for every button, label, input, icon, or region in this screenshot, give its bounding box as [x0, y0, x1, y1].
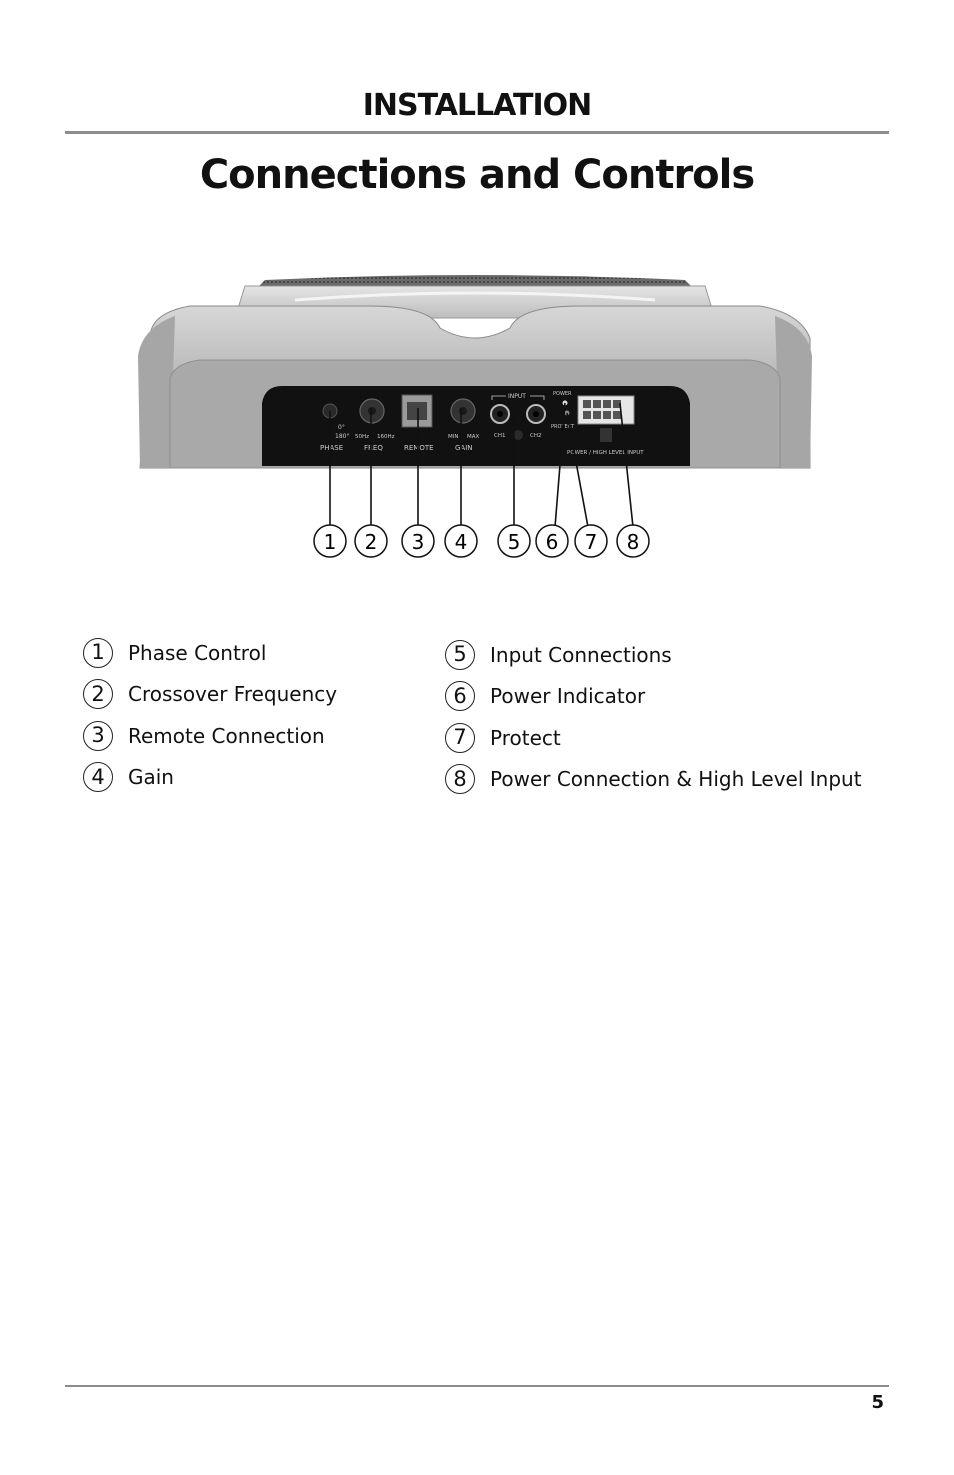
- svg-text:REMOTE: REMOTE: [404, 444, 434, 452]
- legend-label: Power Connection & High Level Input: [490, 767, 862, 792]
- svg-text:PHASE: PHASE: [320, 444, 344, 452]
- page-title: Connections and Controls: [199, 152, 755, 198]
- callout-number-1: 1: [323, 530, 337, 554]
- legend-number: 1: [83, 638, 113, 668]
- callout-number-8: 8: [626, 530, 640, 554]
- svg-text:PROTECT: PROTECT: [551, 424, 575, 430]
- section-title: INSTALLATION: [362, 88, 592, 123]
- svg-text:CH1: CH1: [494, 433, 506, 439]
- callout-number-5: 5: [507, 530, 521, 554]
- svg-text:160Hz: 160Hz: [377, 434, 395, 440]
- page-number: 5: [871, 1392, 884, 1413]
- svg-text:INPUT: INPUT: [508, 393, 526, 400]
- legend-item: [83, 674, 337, 716]
- legend-item: [445, 717, 862, 759]
- legend-number: 6: [445, 681, 475, 711]
- legend-number: 4: [83, 762, 113, 792]
- legend-label: Remote Connection: [128, 723, 325, 748]
- legend-number: 7: [445, 723, 475, 753]
- svg-text:FREQ: FREQ: [364, 444, 383, 452]
- legend-item: [83, 632, 337, 674]
- legend-number: 3: [83, 721, 113, 751]
- svg-text:GAIN: GAIN: [455, 444, 473, 452]
- legend-left: [83, 632, 337, 798]
- legend-number: 2: [83, 679, 113, 709]
- legend-item: [445, 759, 862, 801]
- legend-number: 5: [445, 640, 475, 670]
- svg-text:CH2: CH2: [530, 433, 542, 439]
- legend-label: Gain: [128, 765, 174, 790]
- footer-rule: [65, 1385, 889, 1387]
- legend-right: [445, 634, 862, 800]
- legend-item: [445, 634, 862, 676]
- callout-number-4: 4: [454, 530, 468, 554]
- legend-label: Phase Control: [128, 640, 267, 665]
- svg-text:MIN: MIN: [448, 434, 459, 440]
- legend-label: Protect: [490, 725, 561, 750]
- amplifier-panel-figure: [130, 268, 820, 568]
- svg-text:MAX: MAX: [467, 434, 480, 440]
- svg-text:180°: 180°: [335, 433, 350, 440]
- legend-label: Input Connections: [490, 642, 672, 667]
- legend-number: 8: [445, 764, 475, 794]
- svg-text:50Hz: 50Hz: [355, 434, 370, 440]
- legend-label: Power Indicator: [490, 684, 646, 709]
- svg-text:POWER / HIGH LEVEL INPUT: POWER / HIGH LEVEL INPUT: [567, 450, 644, 456]
- callout-number-3: 3: [411, 530, 425, 554]
- legend-item: [83, 715, 337, 757]
- callout-number-6: 6: [545, 530, 559, 554]
- svg-text:0°: 0°: [338, 424, 345, 431]
- legend-item: [445, 676, 862, 718]
- svg-text:POWER: POWER: [553, 391, 572, 397]
- header-rule: [65, 131, 889, 134]
- legend-label: Crossover Frequency: [128, 682, 338, 707]
- callout-number-7: 7: [584, 530, 598, 554]
- legend-item: [83, 757, 337, 799]
- callout-number-2: 2: [364, 530, 378, 554]
